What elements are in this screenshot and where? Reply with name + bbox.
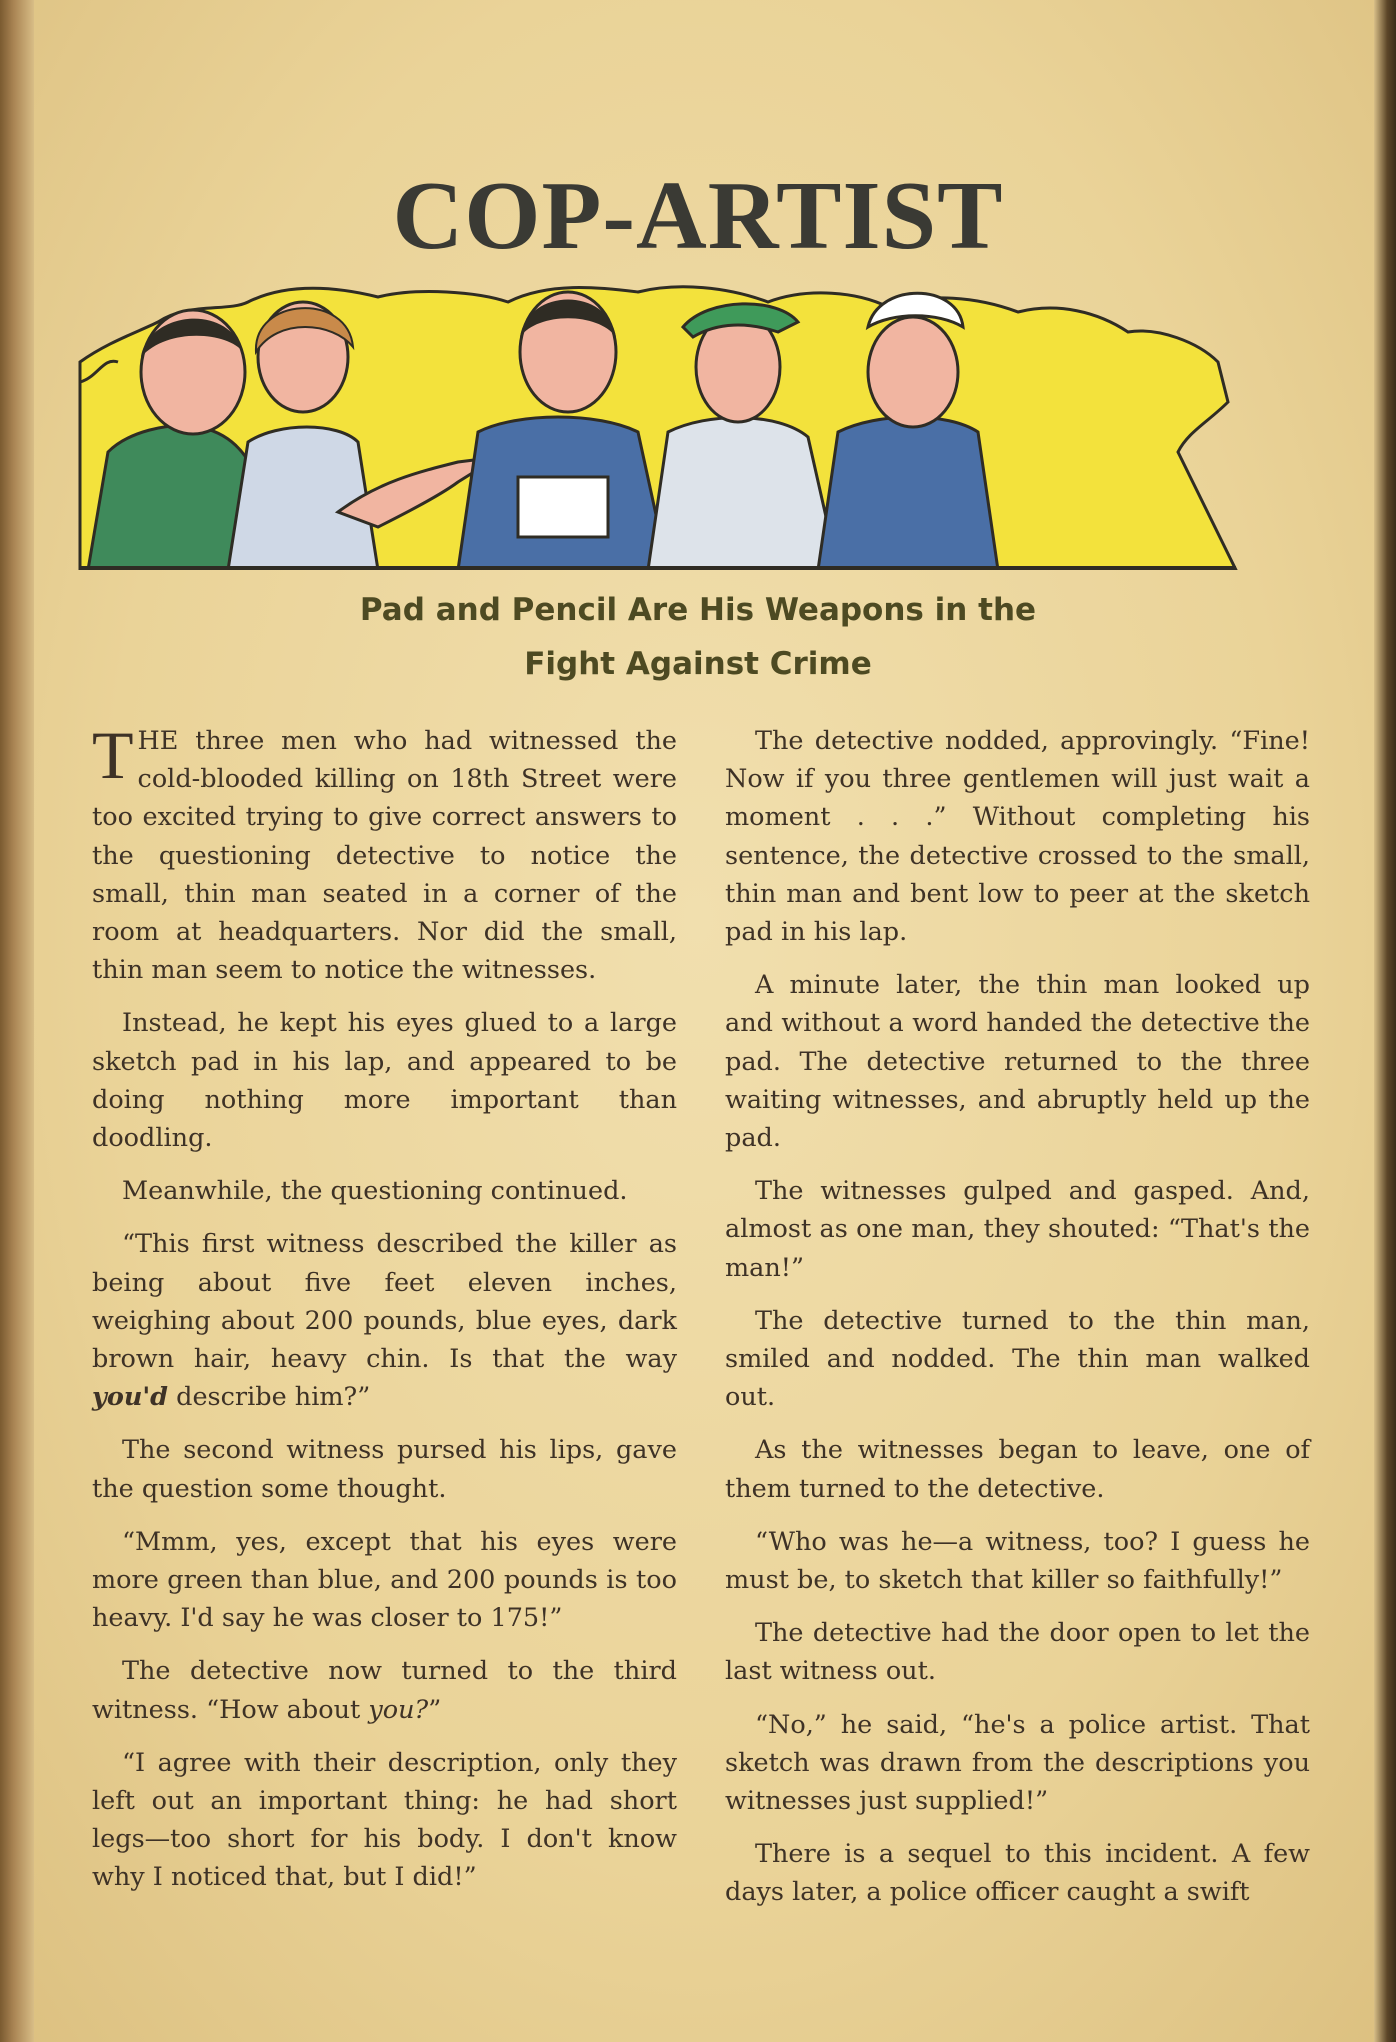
paragraph: Instead, he kept his eyes glued to a large sketch pad in his lap, and appeared to be doing nothing more important than doodling. (92, 1008, 677, 1154)
paragraph: A minute later, the thin man looked up and without a word handed the detective the pad. The detective returned to the three waiting witnesses, and abruptly held up the pad. (725, 970, 1310, 1154)
paragraph: “Who was he—a witness, too? I guess he must be, to sketch that killer so faithfully!” (725, 1526, 1310, 1596)
paragraph: The detective had the door open to let the last witness out. (725, 1618, 1310, 1687)
binding-gutter (0, 0, 34, 2042)
paragraph: The witnesses gulped and gasped. And, almost as one man, they shouted: “That's the man!” (725, 1176, 1310, 1283)
five-figures-illustration-icon (78, 282, 1238, 570)
paragraph: “This first witness described the killer as being about five feet eleven inches, weighing about 200 pounds, blue eyes, dark brown hair, heavy chin. Is that the way you'd describe him?” (92, 1229, 677, 1413)
left-column (92, 717, 677, 1912)
right-column (725, 722, 1310, 1927)
paragraph: “No,” he said, “he's a police artist. That sketch was drawn from the descriptions you witnesses just supplied!” (725, 1709, 1310, 1817)
paragraph: “Mmm, yes, except that his eyes were more green than blue, and 200 pounds is too heavy. I'd say he was closer to 175!” (92, 1526, 677, 1634)
paragraph: As the witnesses began to leave, one of them turned to the detective. (725, 1435, 1310, 1504)
page-edge (1374, 0, 1396, 2042)
subtitle-line-2: Fight Against Crime (524, 646, 872, 682)
paragraph: The detective nodded, approvingly. “Fine! Now if you three gentlemen will just wait a moment . . .” Without completing his sentence, the detective crossed to the small, thin man and bent low to peer at the sketch pad in his lap. (725, 726, 1310, 948)
subtitle-line-1: Pad and Pencil Are His Weapons in the (359, 592, 1037, 628)
paragraph: There is a sequel to this incident. A few days later, a police officer caught a swift (725, 1839, 1310, 1908)
paragraph: The second witness pursed his lips, gave the question some thought. (92, 1435, 677, 1504)
drop-cap: T (92, 717, 134, 793)
paragraph: The detective turned to the thin man, smiled and nodded. The thin man walked out. (725, 1305, 1310, 1413)
paragraph: The detective now turned to the third witness. “How about you?” (92, 1656, 677, 1725)
paragraph: THE three men who had witnessed the cold-blooded killing on 18th Street were too excited trying to give correct answers to the questioning detective to notice the small, thin man seated in a corner of the room at headquarters. Nor did the small, thin man seem to notice the witnesses. (92, 717, 677, 986)
paragraph: Meanwhile, the questioning continued. (122, 1176, 628, 1207)
paragraph: “I agree with their description, only they left out an important thing: he had short legs—too short for his body. I don't know why I noticed that, but I did!” (92, 1747, 677, 1893)
story-title: COP-ARTIST (392, 162, 1004, 270)
